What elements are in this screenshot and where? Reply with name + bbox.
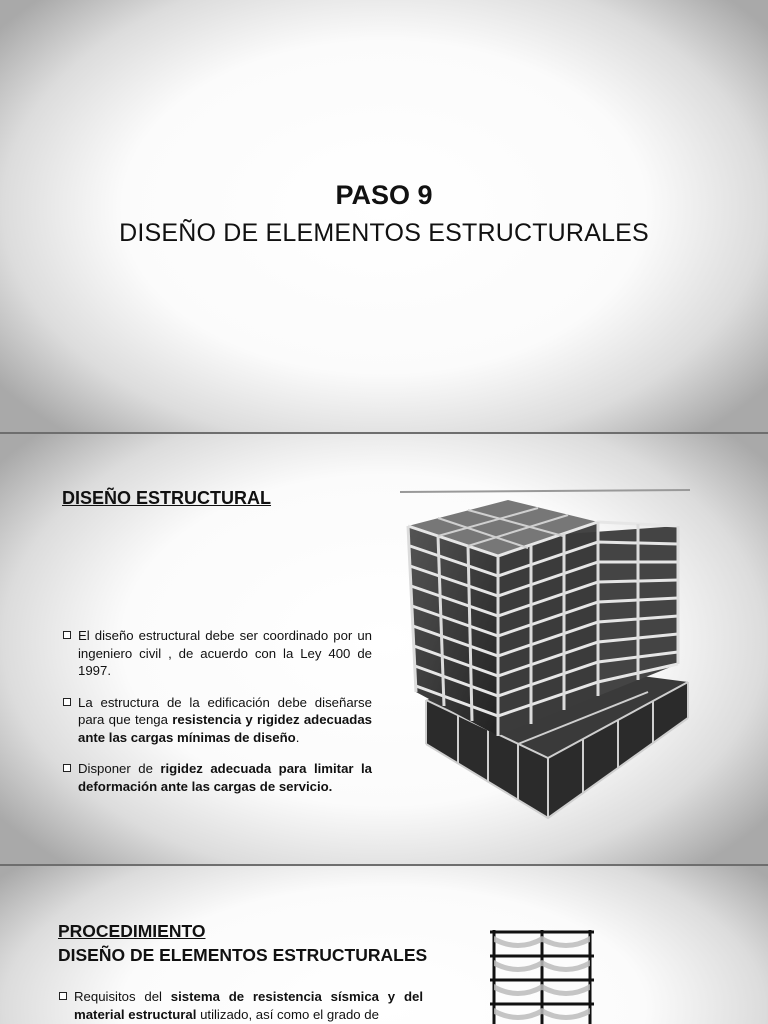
bullet-list — [58, 988, 423, 1024]
structural-frame-image — [484, 926, 600, 1024]
slide-title: PASO 9 — [335, 180, 433, 210]
list-item — [62, 694, 372, 747]
list-item — [62, 760, 372, 795]
text: Disponer de — [78, 761, 161, 776]
list-item — [58, 988, 423, 1023]
section-heading: PROCEDIMIENTO — [58, 921, 206, 941]
title-slide — [0, 0, 768, 432]
slide-subtitle: DISEÑO DE ELEMENTOS ESTRUCTURALES — [119, 219, 649, 247]
content-slide-diseno — [0, 434, 768, 864]
text: La estructura de la edificación debe diseñarse para que tenga — [78, 694, 372, 727]
section-heading: DISEÑO ESTRUCTURAL — [62, 488, 272, 508]
bold-text: sistema de resistencia sísmica y del material estructural — [74, 989, 423, 1022]
list-item — [62, 627, 372, 680]
bold-text: resistencia y rigidez adecuadas ante las cargas mínimas de diseño — [78, 712, 372, 745]
building-structure-image — [398, 486, 692, 838]
text: . — [295, 729, 300, 745]
content-slide-procedimiento — [0, 866, 768, 1024]
text: Requisitos del — [74, 989, 171, 1004]
bullet-list — [62, 627, 372, 809]
section-subheading: DISEÑO DE ELEMENTOS ESTRUCTURALES — [58, 945, 428, 965]
text: utilizado, así como el grado de — [196, 1006, 379, 1022]
text: El diseño estructural debe ser coordinado por un ingeniero civil , de acuerdo con la Ley 400 de 1997. — [78, 628, 372, 678]
bold-text: rigidez adecuada para limitar la deformación ante las cargas de servicio. — [78, 761, 372, 794]
